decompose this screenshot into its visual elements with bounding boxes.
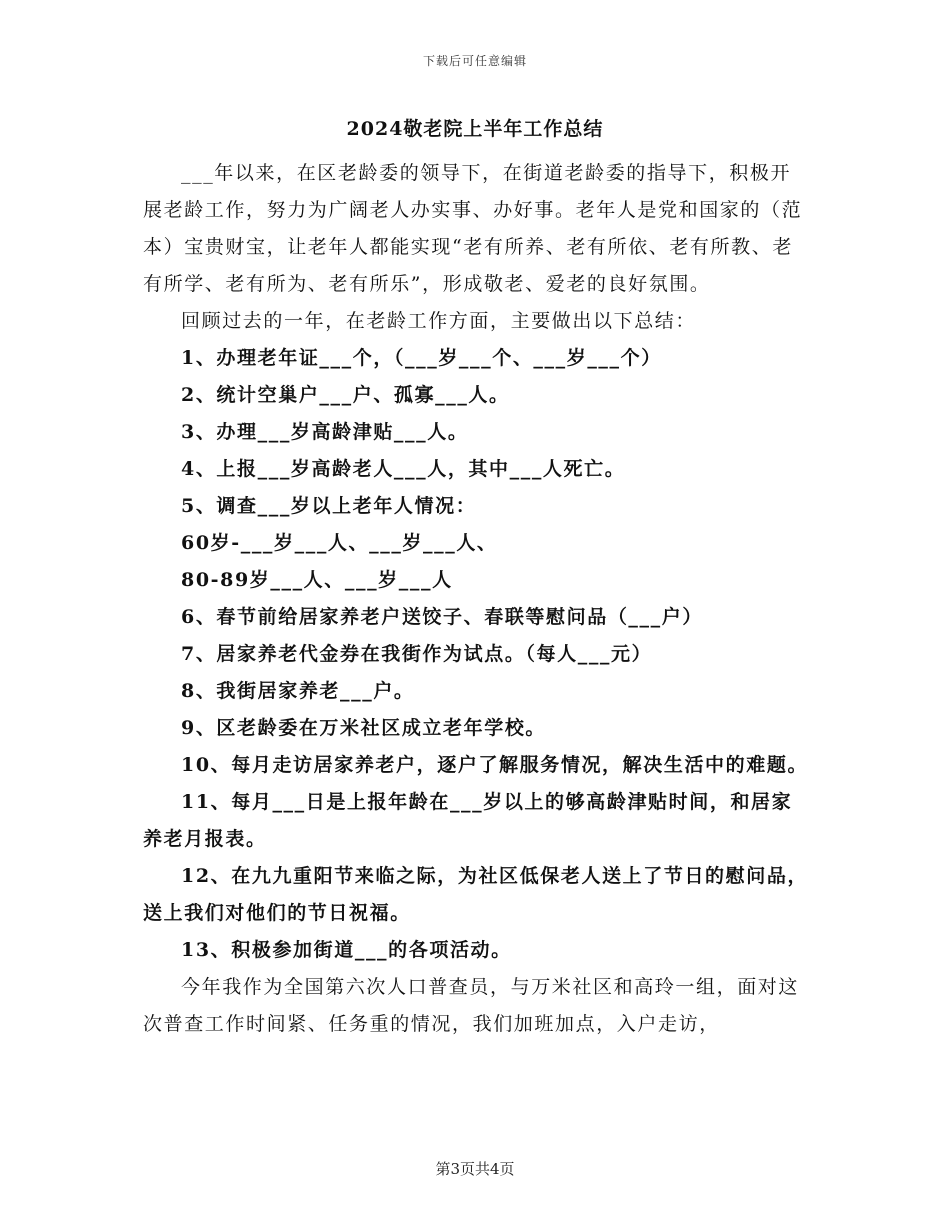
summary-lead-paragraph: 回顾过去的一年，在老龄工作方面，主要做出以下总结： (181, 310, 697, 332)
list-item: 4、上报___岁高龄老人___人，其中___人死亡。 (181, 458, 626, 480)
document-title: 2024敬老院上半年工作总结 (346, 118, 604, 140)
page-indicator: 第3页共4页 (435, 1160, 515, 1178)
list-item: 13、积极参加街道___的各项活动。 (181, 939, 512, 961)
list-item: 5、调查___岁以上老年人情况： (181, 495, 477, 517)
list-item: 2、统计空巢户___户、孤寡___人。 (181, 384, 510, 406)
list-item: 1、办理老年证___个，（___岁___个、___岁___个） (181, 347, 662, 369)
list-item: 6、春节前给居家养老户送饺子、春联等慰问品（___户） (181, 606, 703, 628)
header-note: 下载后可任意编辑 (422, 54, 527, 68)
list-item: 7、居家养老代金券在我街作为试点。（每人___元） (181, 643, 653, 665)
list-item: 3、办理___岁高龄津贴___人。 (181, 421, 469, 443)
intro-paragraph: ___年以来，在区老龄委的领导下，在街道老龄委的指导下，积极开展老龄工作，努力为广阔老人办实事、办好事。老年人是党和国家的（范本）宝贵财宝，让老年人都能实现“老有所养、老有所依、老有所教、老有所学、老有所为、老有所乐”，形成敬老、爱老的良好氛围。 (143, 162, 803, 295)
list-item: 11、每月___日是上报年龄在___岁以上的够高龄津贴时间，和居家养老月报表。 (143, 791, 793, 850)
list-item: 9、区老龄委在万米社区成立老年学校。 (181, 717, 547, 739)
list-item: 10、每月走访居家养老户，逐户了解服务情况，解决生活中的难题。 (181, 754, 809, 776)
closing-paragraph: 今年我作为全国第六次人口普查员，与万米社区和高玲一组，面对这次普查工作时间紧、任务重的情况，我们加班加点，入户走访， (143, 976, 800, 1035)
document-body (143, 155, 810, 1043)
list-item: 8、我街居家养老___户。 (181, 680, 415, 702)
list-item: 80-89岁___人、___岁___人 (181, 569, 453, 591)
list-item: 60岁-___岁___人、___岁___人、 (181, 532, 498, 554)
list-item: 12、在九九重阳节来临之际，为社区低保老人送上了节日的慰问品，送上我们对他们的节日祝福。 (143, 865, 809, 924)
